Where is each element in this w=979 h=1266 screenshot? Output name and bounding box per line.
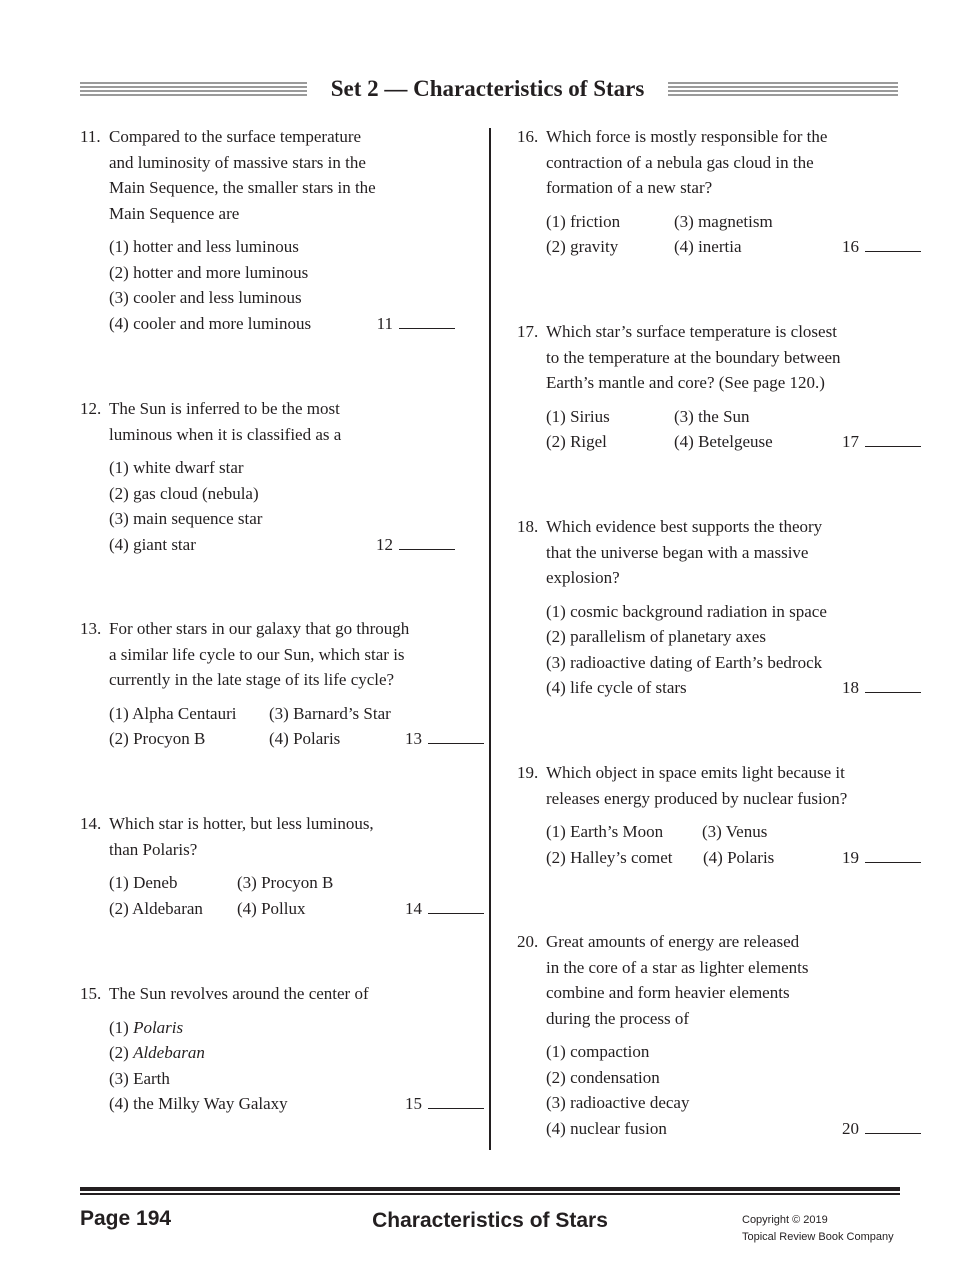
- answer-label: 11: [376, 313, 393, 333]
- question-number: 19.: [517, 763, 539, 782]
- question-number: 13.: [80, 619, 102, 638]
- stem-line: currently in the late stage of its life cycle?: [109, 670, 395, 689]
- question-number: 18.: [517, 517, 539, 536]
- answer-blank[interactable]: [428, 897, 484, 914]
- stem-line: Great amounts of energy are released: [546, 932, 800, 951]
- answer-field[interactable]: [842, 1116, 921, 1142]
- stem-line: The Sun is inferred to be the most: [109, 399, 340, 418]
- choice-4: (4) Pollux: [237, 898, 306, 918]
- choice-2: (2) Procyon B: [109, 729, 206, 748]
- choice-2: (2) parallelism of planetary axes: [546, 627, 766, 646]
- answer-label: 18: [842, 678, 859, 697]
- question-11: [80, 124, 460, 336]
- answer-label: 19: [842, 847, 859, 867]
- choice-1: (1) cosmic background radiation in space: [546, 601, 827, 621]
- choice-4: [546, 675, 897, 701]
- question-number: 11.: [80, 127, 101, 146]
- choice-1: (1) Alpha Centauri: [109, 703, 237, 723]
- choice-4: [109, 1091, 460, 1117]
- section-header: [80, 74, 898, 106]
- choice-3: (3) radioactive dating of Earth’s bedrock: [546, 652, 823, 672]
- choice-3: (3) Earth: [109, 1068, 170, 1088]
- choice-2-number: (2): [109, 1043, 134, 1062]
- choice-1: (1) hotter and less luminous: [109, 237, 299, 256]
- stem-line: in the core of a star as lighter elements: [546, 957, 809, 977]
- choice-1: (1) Sirius: [546, 406, 610, 426]
- answer-field[interactable]: [405, 896, 484, 922]
- choice-4-text: (4) the Milky Way Galaxy: [109, 1094, 288, 1113]
- publisher-line: Topical Review Book Company: [742, 1231, 894, 1243]
- choice-3: (3) the Sun: [674, 406, 750, 426]
- footer-rule-thick: [80, 1187, 900, 1191]
- answer-field[interactable]: [842, 675, 921, 701]
- choice-1: (1) Deneb: [109, 873, 178, 892]
- question-number: 16.: [517, 127, 539, 146]
- choice-2: (2) gas cloud (nebula): [109, 483, 259, 503]
- question-number: 15.: [80, 984, 102, 1003]
- choice-1: (1) Earth’s Moon: [546, 822, 664, 841]
- answer-blank[interactable]: [865, 1117, 921, 1134]
- copyright: [742, 1212, 894, 1246]
- choice-1-text: Polaris: [133, 1017, 184, 1037]
- choice-1: (1) friction: [546, 211, 621, 231]
- choice-1-number: (1): [109, 1017, 134, 1037]
- answer-label: 13: [405, 729, 422, 748]
- choice-4: (4) Polaris: [703, 847, 775, 867]
- answer-blank[interactable]: [865, 846, 921, 863]
- stem-line: Earth’s mantle and core? (See page 120.): [546, 373, 825, 392]
- choice-1: (1) white dwarf star: [109, 458, 244, 477]
- choice-4-text: (4) cooler and more luminous: [109, 313, 312, 333]
- stem-line: combine and form heavier elements: [546, 983, 790, 1002]
- question-18: [517, 514, 897, 701]
- question-12: [80, 396, 460, 557]
- answer-field[interactable]: [377, 311, 455, 337]
- answer-blank[interactable]: [399, 533, 455, 550]
- stem-line: Which star is hotter, but less luminous,: [109, 814, 374, 833]
- stem-line: explosion?: [546, 568, 620, 587]
- stem-line: contraction of a nebula gas cloud in the: [546, 152, 814, 172]
- choice-4: (4) inertia: [674, 237, 742, 256]
- question-15: [80, 981, 460, 1117]
- question-19: [517, 760, 897, 870]
- footer-rule-thin: [80, 1193, 900, 1195]
- question-number: 12.: [80, 399, 102, 418]
- answer-blank[interactable]: [399, 312, 455, 329]
- choice-2: (2) condensation: [546, 1067, 660, 1087]
- stem-line: than Polaris?: [109, 839, 198, 859]
- answer-blank[interactable]: [865, 676, 921, 693]
- answer-blank[interactable]: [428, 1092, 484, 1109]
- choice-1: [109, 1015, 460, 1041]
- answer-label: 14: [405, 898, 422, 918]
- question-number: 20.: [517, 932, 539, 951]
- header-rule-right: [668, 82, 898, 96]
- stem-line: Compared to the surface temperature: [109, 127, 362, 146]
- choice-2: (2) gravity: [546, 237, 619, 256]
- question-number: 17.: [517, 322, 539, 341]
- choice-4: (4) Polaris: [269, 729, 341, 748]
- choice-2: (2) Aldebaran: [109, 898, 203, 918]
- question-16: [517, 124, 897, 260]
- stem-line: Main Sequence, the smaller stars in the: [109, 178, 376, 197]
- question-14: [80, 811, 460, 921]
- answer-field[interactable]: [405, 726, 484, 752]
- choice-1: (1) compaction: [546, 1042, 650, 1061]
- question-number: 14.: [80, 814, 102, 833]
- stem-line: For other stars in our galaxy that go through: [109, 619, 410, 638]
- choice-3: (3) Venus: [702, 822, 768, 841]
- stem-line: and luminosity of massive stars in the: [109, 152, 366, 172]
- choice-4-text: (4) life cycle of stars: [546, 678, 687, 697]
- column-divider: [489, 128, 491, 1150]
- stem-line: a similar life cycle to our Sun, which star is: [109, 644, 405, 664]
- answer-blank[interactable]: [428, 727, 484, 744]
- choice-2-text: Aldebaran: [133, 1043, 205, 1062]
- stem-line: Main Sequence are: [109, 203, 240, 223]
- answer-label: 16: [842, 237, 859, 256]
- answer-field[interactable]: [376, 532, 455, 558]
- choice-4: [546, 1116, 897, 1142]
- stem-line: that the universe began with a massive: [546, 542, 809, 562]
- stem-line: luminous when it is classified as a: [109, 424, 342, 444]
- choice-2: [109, 1040, 460, 1066]
- choice-4: [109, 532, 460, 558]
- answer-label: 17: [842, 432, 859, 451]
- stem-line: The Sun revolves around the center of: [109, 984, 369, 1003]
- choice-4-text: (4) nuclear fusion: [546, 1118, 667, 1138]
- question-13: [80, 616, 460, 752]
- page-number: Page 194: [80, 1207, 172, 1230]
- answer-blank[interactable]: [865, 235, 921, 252]
- stem-line: Which evidence best supports the theory: [546, 517, 823, 536]
- stem-line: during the process of: [546, 1008, 690, 1028]
- stem-line: Which star’s surface temperature is closest: [546, 322, 837, 341]
- stem-line: releases energy produced by nuclear fusion?: [546, 788, 848, 808]
- header-rule-left: [80, 82, 307, 96]
- answer-label: 20: [842, 1118, 859, 1138]
- choice-3: (3) magnetism: [674, 211, 773, 231]
- choice-4-text: (4) giant star: [109, 534, 196, 554]
- choice-3: (3) main sequence star: [109, 509, 263, 528]
- answer-field[interactable]: [842, 845, 921, 871]
- question-17: [517, 319, 897, 455]
- question-20: [517, 929, 897, 1141]
- choice-2: (2) hotter and more luminous: [109, 262, 309, 282]
- answer-blank[interactable]: [865, 430, 921, 447]
- answer-label: 15: [405, 1094, 422, 1113]
- choice-3: (3) radioactive decay: [546, 1093, 690, 1112]
- choice-3: (3) Procyon B: [237, 873, 334, 892]
- choice-4: (4) Betelgeuse: [674, 432, 773, 451]
- answer-label: 12: [376, 534, 393, 554]
- choice-2: (2) Rigel: [546, 432, 607, 451]
- stem-line: Which object in space emits light because it: [546, 763, 845, 782]
- section-title: Set 2 — Characteristics of Stars: [330, 76, 645, 101]
- choice-4: [109, 311, 460, 337]
- stem-line: Which force is mostly responsible for the: [546, 127, 828, 146]
- answer-field[interactable]: [842, 429, 921, 455]
- choice-3: (3) cooler and less luminous: [109, 288, 302, 307]
- footer-title: Characteristics of Stars: [372, 1209, 608, 1232]
- choice-2: (2) Halley’s comet: [546, 847, 673, 867]
- answer-field[interactable]: [405, 1091, 484, 1117]
- stem-line: to the temperature at the boundary between: [546, 347, 841, 367]
- answer-field[interactable]: [842, 234, 921, 260]
- stem-line: formation of a new star?: [546, 178, 713, 197]
- copyright-line: Copyright © 2019: [742, 1214, 828, 1226]
- choice-3: (3) Barnard’s Star: [269, 703, 391, 723]
